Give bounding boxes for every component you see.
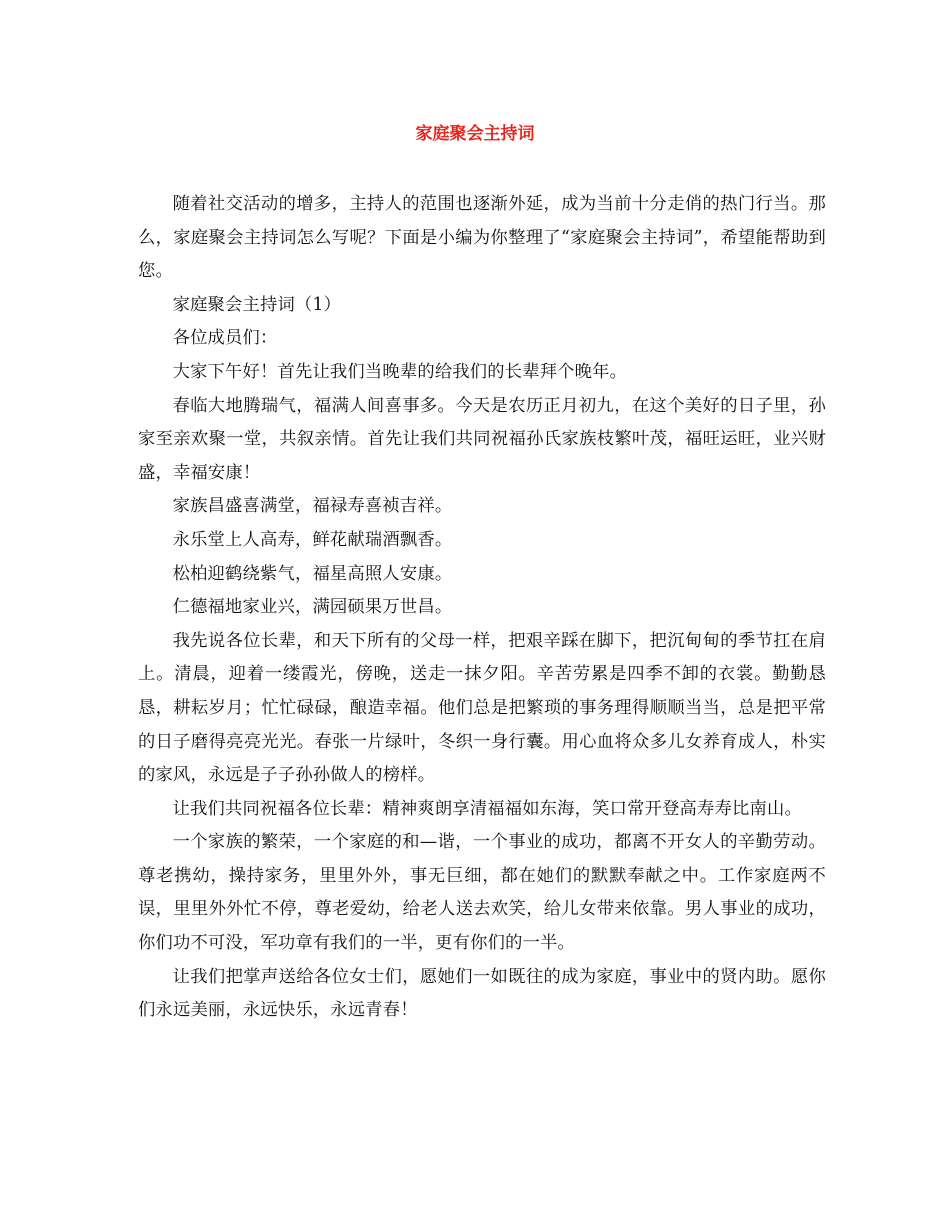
paragraph-intro: 随着社交活动的增多，主持人的范围也逐渐外延，成为当前十分走俏的热门行当。那么，家庭聚会主持词怎么写呢？下面是小编为你整理了“家庭聚会主持词”，希望能帮助到您。 [138,194,826,282]
paragraph-verse-3: 松柏迎鹤绕紫气，福星高照人安康。 [172,563,453,584]
paragraph-elders-blessing: 让我们共同祝福各位长辈：精神爽朗享清福福如东海，笑口常开登高寿寿比南山。 [172,798,802,819]
paragraph-salutation: 各位成员们： [172,328,278,349]
document-title: 家庭聚会主持词 [415,124,535,144]
document-body [138,188,826,1028]
paragraph-elders: 我先说各位长辈，和天下所有的父母一样，把艰辛踩在脚下，把沉甸甸的季节扛在肩上。清晨，迎着一缕霞光，傍晚，送走一抹夕阳。辛苦劳累是四季不卸的衣裳。勤勤恳恳，耕耘岁月；忙忙碌碌，酿造幸福。他们总是把繁琐的事务理得顺顺当当，总是把平常的日子磨得亮亮光光。春张一片绿叶，冬织一身行囊。用心血将众多儿女养育成人，朴实的家风，永远是子子孙孙做人的榜样。 [138,630,826,786]
paragraph-greeting: 大家下午好！首先让我们当晚辈的给我们的长辈拜个晚年。 [172,361,628,382]
paragraph-women-blessing: 让我们把掌声送给各位女士们，愿她们一如既往的成为家庭，事业中的贤内助。愿你们永远美丽，永远快乐，永远青春！ [138,966,826,1021]
paragraph-section-heading: 家庭聚会主持词（1） [172,294,342,315]
paragraph-blessing: 春临大地腾瑞气，福满人间喜事多。今天是农历正月初九，在这个美好的日子里，孙家至亲欢聚一堂，共叙亲情。首先让我们共同祝福孙氏家族枝繁叶茂，福旺运旺，业兴财盛，幸福安康！ [138,395,826,483]
paragraph-verse-4: 仁德福地家业兴，满园硕果万世昌。 [172,597,453,618]
paragraph-women: 一个家族的繁荣，一个家庭的和—谐，一个事业的成功，都离不开女人的辛勤劳动。尊老携幼，操持家务，里里外外，事无巨细，都在她们的默默奉献之中。工作家庭两不误，里里外外忙不停，尊老爱幼，给老人送去欢笑，给儿女带来依靠。男人事业的成功，你们功不可没，军功章有我们的一半，更有你们的一半。 [138,832,826,954]
paragraph-verse-2: 永乐堂上人高寿，鲜花献瑞酒飘香。 [172,529,453,550]
paragraph-verse-1: 家族昌盛喜满堂，福禄寿喜祯吉祥。 [172,496,453,517]
